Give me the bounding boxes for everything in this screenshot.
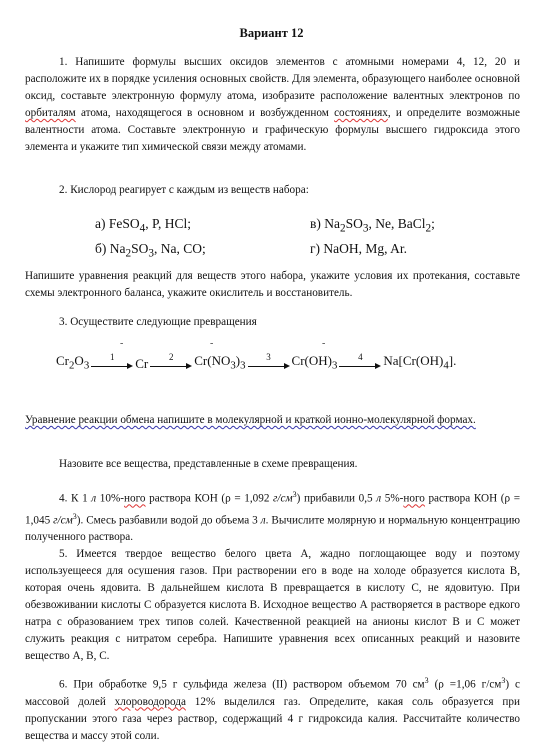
set-v-sub1: 2: [340, 222, 346, 235]
set-b-text: б) Na: [95, 240, 126, 256]
set-g: г) NaOH, Mg, Ar.: [310, 240, 408, 256]
species-cr2o3: $Cr_2O_3$: [56, 353, 90, 372]
set-v-sub3: 2: [425, 222, 432, 235]
transformation-scheme: [56, 352, 526, 372]
set-v-mid: SO: [345, 216, 363, 231]
set-v-text: в) Na: [310, 216, 340, 231]
scheme-mark: -: [120, 338, 124, 349]
set-a-rest: , P, HCl;: [145, 216, 192, 231]
set-b-sub1: 2: [125, 247, 132, 260]
question-3-intro: [25, 314, 520, 331]
q1-text-b: атома, находящегося в основном и возбужденном: [75, 107, 335, 119]
q4-ngo-word: ного: [403, 492, 425, 505]
arrow-2: 2: [150, 358, 192, 372]
question-3-equation-task: Уравнение реакции обмена напишите в молекулярной и краткой ионно-молекулярной формах.: [25, 414, 476, 426]
species-cr: Cr: [135, 356, 149, 371]
q4-ngo-word: ного: [124, 492, 146, 505]
species-na-cr-oh-4: $Na[Cr(OH)_4]$.: [383, 353, 457, 372]
set-a-sub: 4: [139, 222, 146, 235]
set-a: [95, 214, 310, 239]
scheme-mark: -: [322, 338, 326, 349]
q3-name-text: Назовите все вещества, представленные в схеме превращения.: [59, 458, 358, 470]
set-b: [95, 239, 310, 264]
set-v: [310, 214, 435, 239]
question-4: 4. К 1 л 10%-ного раствора КОН (ρ = 1,092 $г/см^3$) прибавили 0,5 л 5%-ного раствора КОН (ρ = 1,045 $г/см^3$). Смесь разбавили водой до объема 3 л. Вычислите молярную и нормальную концентрацию полученного раствора.: [25, 490, 521, 544]
q3-intro-text: 3. Осуществите следующие превращения: [59, 316, 257, 328]
question-3-name-task: [25, 456, 520, 473]
q2-intro-text: 2. Кислород реагирует с каждым из веществ набора:: [59, 184, 309, 196]
set-v-rest: ;: [431, 216, 435, 231]
species-cr-oh-3: $Cr(OH)_3$: [291, 353, 338, 372]
arrow-3: 3: [248, 358, 290, 372]
set-a-text: а) FeSO: [95, 216, 140, 231]
variant-title: Вариант 12: [239, 26, 304, 40]
question-5: [25, 546, 520, 665]
set-b-sub2: 3: [148, 247, 154, 260]
question-6: 6. При обработке 9,5 г сульфида железа (II) раствором объемом 70 $см^3$ (ρ =1,06 $г/см^3$) с массовой долей хлороводорода 12% выделился газ. Определите, какая соль образуется при пропускании этого газа через раствор, содержащий 4 г гидроксида калия. Рассчитайте количество вещества и массу этой соли.: [25, 676, 520, 742]
q1-text-a: 1. Напишите формулы высших оксидов элементов с атомными номерами 4, 12, 20 и расположите их в порядке усиления основных свойств. Для элемента, образующего наиболее основной оксид, составьте электронную формулу атома, изобразите расположение валентных электронов по: [25, 56, 520, 102]
arrow-4: 4: [339, 358, 381, 372]
set-v-sub2: 3: [362, 222, 369, 235]
species-cr-no3-3: $Cr(NO_3)_3$: [194, 353, 246, 372]
question-1: [25, 54, 520, 156]
q5-text: 5. Имеется твердое вещество белого цвета А, жадно поглощающее воду и поэтому используещееся для осушения газов. При растворении его в воде на холоде образуется кислота В, которая очень ядовита. В дальнейшем кислота В превращается в кислоту С, не ядовитую. При обезвоживании кислоты С образуется кислота В. Исходное вещество А растворяется в растворе едкого натра с образованием трех типов солей. Качественной реакцией на анионы кислот В и С может служить реакция с нитратом серебра. Напишите уравнения всех описанных реакций и назовите вещество А, В, С.: [25, 548, 520, 662]
scheme-mark: -: [210, 338, 214, 349]
set-b-mid: SO: [131, 240, 149, 256]
set-v-mid2: , Ne, BaCl: [368, 216, 426, 231]
q6-hcl-word: хлороводорода: [114, 695, 186, 708]
q1-orbitals-word: орбиталям: [25, 107, 76, 119]
question-2-task: Напишите уравнения реакций для веществ этого набора, укажите условия их протекания, составьте схемы электронного баланса, укажите окислитель и восстановитель.: [25, 270, 520, 299]
question-2-intro: [25, 182, 520, 199]
q1-state-word: состояниях: [334, 107, 388, 119]
arrow-1: 1: [91, 358, 133, 372]
q1-text-c: , и определите возможные валентности атома. Составьте электронную и графическую формулы высшего гидроксида этого элемента и укажите тип химической связи между атомами.: [25, 107, 520, 153]
set-b-rest: , Na, CO;: [154, 240, 206, 256]
reagent-sets: [95, 214, 515, 263]
